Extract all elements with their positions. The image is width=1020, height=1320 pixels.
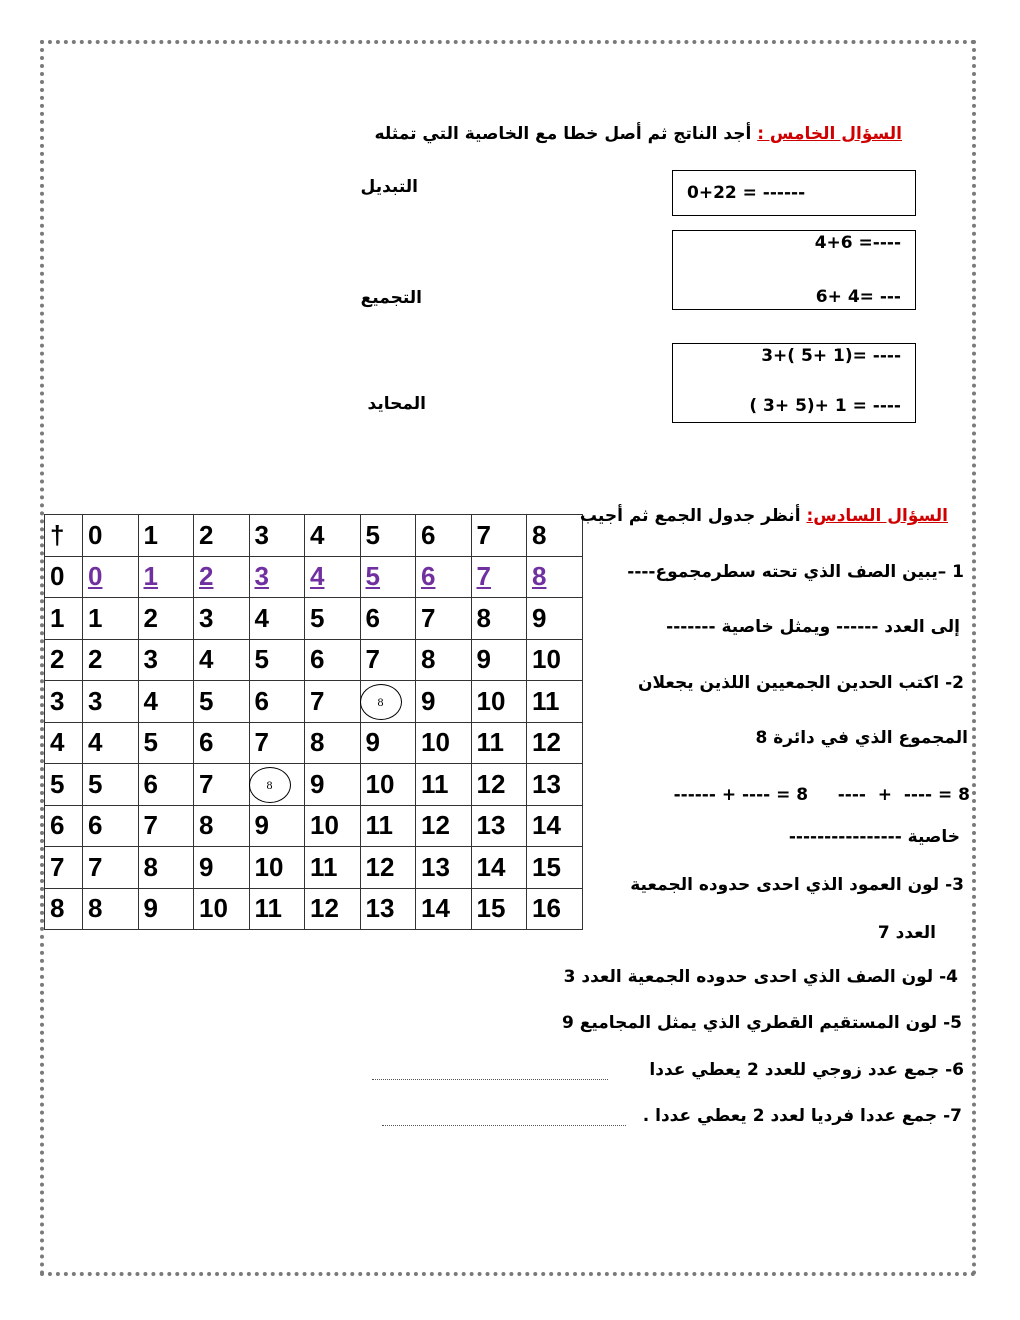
q6-line-1: 1 –يبين الصف الذي تحته سطرمجموع---- [627, 562, 964, 582]
table-cell: 7 [471, 556, 527, 598]
table-cell: 1 [83, 598, 139, 640]
table-row-header-cell: 0 [45, 556, 83, 598]
q5-instruction: أجد الناتج ثم أصل خطا مع الخاصية التي تمثله [374, 124, 752, 144]
addition-table [44, 514, 583, 930]
table-row [45, 805, 583, 847]
table-cell: 7 [360, 639, 416, 681]
table-cell: 4 [83, 722, 139, 764]
table-cell: 14 [416, 888, 472, 930]
table-cell: 6 [416, 556, 472, 598]
table-cell: 2 [83, 639, 139, 681]
table-cell: 9 [360, 722, 416, 764]
q6-instruction: أنظر جدول الجمع ثم أجيب [579, 506, 801, 526]
table-cell: 5 [194, 681, 250, 723]
table-row-header-cell: 3 [45, 681, 83, 723]
table-header-cell: 1 [138, 515, 194, 557]
table-cell: 5 [305, 598, 361, 640]
table-cell: 9 [527, 598, 583, 640]
table-cell: 5 [360, 556, 416, 598]
q5-box-3[interactable] [672, 343, 916, 423]
table-cell: 12 [416, 805, 472, 847]
table-row [45, 556, 583, 598]
table-cell: 4 [138, 681, 194, 723]
table-cell: 15 [471, 888, 527, 930]
table-cell: 4 [194, 639, 250, 681]
q5-box-1[interactable] [672, 170, 916, 216]
table-cell: 3 [249, 556, 305, 598]
property-commutative[interactable]: التبديل [360, 177, 418, 197]
table-row [45, 888, 583, 930]
q5-box1-line: 0+22 = ------ [687, 183, 806, 203]
table-cell: 7 [138, 805, 194, 847]
q6-line-6: خاصية ---------------- [788, 827, 960, 847]
table-row [45, 764, 583, 806]
circled-cell [360, 681, 416, 723]
table-cell: 11 [416, 764, 472, 806]
table-cell: 11 [305, 847, 361, 889]
table-cell: 10 [471, 681, 527, 723]
table-cell: 5 [138, 722, 194, 764]
q5-box3-line-2: ---- = 1 +(5 +3 ) [749, 396, 901, 416]
table-cell: 9 [471, 639, 527, 681]
q5-box-2[interactable] [672, 230, 916, 310]
table-header-cell: 2 [194, 515, 250, 557]
property-identity[interactable]: المحايد [367, 394, 426, 414]
table-cell: 0 [83, 556, 139, 598]
table-cell: 11 [527, 681, 583, 723]
table-row-header-cell: 2 [45, 639, 83, 681]
answer-line-6[interactable] [372, 1078, 608, 1080]
table-header-cell: 3 [249, 515, 305, 557]
table-cell: 8 [416, 639, 472, 681]
table-cell: 14 [471, 847, 527, 889]
table-cell: 4 [249, 598, 305, 640]
table-cell: 7 [416, 598, 472, 640]
table-row-header-cell: 4 [45, 722, 83, 764]
q6-line-2: إلى العدد ------ ويمثل خاصية ------- [666, 617, 960, 637]
table-cell: 13 [527, 764, 583, 806]
table-cell: 9 [249, 805, 305, 847]
table-cell: 14 [527, 805, 583, 847]
table-cell: 4 [305, 556, 361, 598]
table-cell: 7 [83, 847, 139, 889]
table-cell: 12 [360, 847, 416, 889]
q6-line-3: 2- اكتب الحدين الجمعيين اللذين يجعلان [637, 673, 964, 693]
table-cell: 13 [471, 805, 527, 847]
table-cell: 8 [138, 847, 194, 889]
table-cell: 7 [194, 764, 250, 806]
q6-line-9: 4- لون الصف الذي احدى حدوده الجمعية العدد 3 [563, 967, 958, 987]
q5-box3-line-1: ---- =(1 +5 )+3 [761, 346, 901, 366]
q6-line-5: ------ + ---- = 8 ---- + ---- = 8 [673, 785, 970, 805]
table-cell: 6 [360, 598, 416, 640]
q6-title: السؤال السادس: [806, 506, 948, 526]
table-cell: 8 [471, 598, 527, 640]
table-cell: 9 [138, 888, 194, 930]
q6-line-10: 5- لون المستقيم القطري الذي يمثل المجاميع 9 [561, 1013, 962, 1033]
table-cell: 12 [471, 764, 527, 806]
circled-value[interactable]: 8 [249, 767, 291, 803]
table-cell: 6 [249, 681, 305, 723]
table-cell: 16 [527, 888, 583, 930]
table-cell: 13 [416, 847, 472, 889]
table-cell: 8 [305, 722, 361, 764]
q6-line-11: 6- جمع عدد زوجي للعدد 2 يعطي عددا [649, 1060, 964, 1080]
table-cell: 9 [194, 847, 250, 889]
circled-cell [249, 764, 305, 806]
table-header-cell: 4 [305, 515, 361, 557]
q5-box2-line-1: ----= 4+6 [814, 233, 901, 253]
table-header-cell: 5 [360, 515, 416, 557]
q5-heading [375, 124, 902, 144]
table-row [45, 722, 583, 764]
table-cell: 8 [83, 888, 139, 930]
table-row-header-cell: 5 [45, 764, 83, 806]
table-cell: 15 [527, 847, 583, 889]
table-cell: 6 [305, 639, 361, 681]
table-header-row [45, 515, 583, 557]
q5-title: السؤال الخامس : [757, 124, 902, 144]
table-row [45, 847, 583, 889]
table-cell: 10 [360, 764, 416, 806]
table-cell: 8 [194, 805, 250, 847]
table-cell: 2 [138, 598, 194, 640]
table-cell: 10 [416, 722, 472, 764]
table-header-cell: 8 [527, 515, 583, 557]
table-cell: 11 [471, 722, 527, 764]
table-cell: 7 [249, 722, 305, 764]
table-cell: 6 [83, 805, 139, 847]
table-cell: 5 [83, 764, 139, 806]
table-corner-cell: † [45, 515, 83, 557]
table-cell: 3 [194, 598, 250, 640]
table-cell: 9 [305, 764, 361, 806]
table-header-cell: 6 [416, 515, 472, 557]
table-row-header-cell: 1 [45, 598, 83, 640]
table-cell: 12 [527, 722, 583, 764]
table-row-header-cell: 8 [45, 888, 83, 930]
table-row-header-cell: 6 [45, 805, 83, 847]
table-cell: 3 [138, 639, 194, 681]
table-cell: 10 [305, 805, 361, 847]
table-cell: 6 [138, 764, 194, 806]
table-cell: 3 [83, 681, 139, 723]
table-cell: 13 [360, 888, 416, 930]
circled-value[interactable]: 8 [360, 684, 402, 720]
table-cell: 1 [138, 556, 194, 598]
table-cell: 11 [249, 888, 305, 930]
table-row-header-cell: 7 [45, 847, 83, 889]
table-cell: 7 [305, 681, 361, 723]
table-header-cell: 0 [83, 515, 139, 557]
q6-line-8: العدد 7 [877, 923, 936, 943]
table-cell: 10 [527, 639, 583, 681]
q6-heading [580, 506, 948, 526]
table-cell: 10 [249, 847, 305, 889]
q5-box2-line-2: --- =4 +6 [815, 287, 901, 307]
table-cell: 11 [360, 805, 416, 847]
table-cell: 2 [194, 556, 250, 598]
table-cell: 6 [194, 722, 250, 764]
table-row [45, 598, 583, 640]
q6-line-4: المجموع الذي في دائرة 8 [755, 728, 968, 748]
table-cell: 9 [416, 681, 472, 723]
answer-line-7[interactable] [382, 1124, 626, 1126]
table-header-cell: 7 [471, 515, 527, 557]
q6-line-12: 7- جمع عددا فرديا لعدد 2 يعطي عددا . [642, 1106, 962, 1126]
table-row [45, 639, 583, 681]
property-associative[interactable]: التجميع [360, 288, 422, 308]
table-cell: 10 [194, 888, 250, 930]
table-row [45, 681, 583, 723]
q6-line-7: 3- لون العمود الذي احدى حدوده الجمعية [630, 875, 964, 895]
table-cell: 12 [305, 888, 361, 930]
table-cell: 5 [249, 639, 305, 681]
table-cell: 8 [527, 556, 583, 598]
